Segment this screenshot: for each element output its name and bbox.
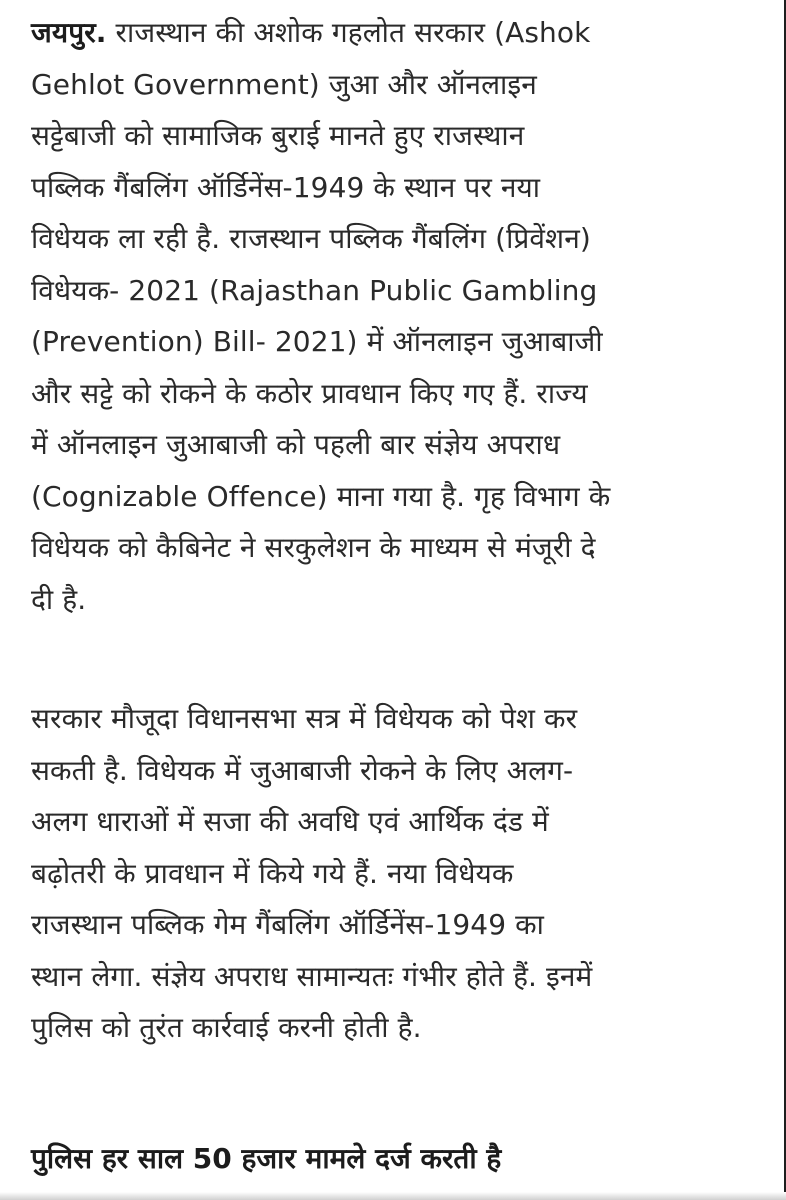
paragraph-line: पुलिस को तुरंत कार्रवाई करनी होती है. [31,1011,422,1044]
paragraph-line: (Cognizable Offence) माना गया है. गृह विभाग के [31,479,611,513]
paragraph-line: अलग धाराओं में सजा की अवधि एवं आर्थिक दंड में [31,805,549,838]
paragraph-line: विधेयक को कैबिनेट ने सरकुलेशन के माध्यम से मंजूरी दे [31,531,596,564]
paragraph-line: पब्लिक गैंबलिंग ऑर्डिनेंस-1949 के स्थान पर नया [31,170,541,204]
dateline: जयपुर. [31,16,107,49]
paragraph-line: सरकार मौजूदा विधानसभा सत्र में विधेयक को पेश कर [31,702,578,735]
paragraph-line: बढ़ोतरी के प्रावधान में किये गये हैं. नया विधेयक [31,856,514,890]
paragraph-line: विधेयक- 2021 (Rajasthan Public Gambling [31,273,598,307]
section-subheading: पुलिस हर साल 50 हजार मामले दर्ज करती है [31,1142,502,1175]
paragraph-line: विधेयक ला रही है. राजस्थान पब्लिक गैंबलिंग (प्रिवेंशन) [31,222,591,255]
article-paragraph-1 [31,7,773,625]
paragraph-line: दी है. [31,582,87,616]
bottom-edge-divider [0,1192,786,1200]
paragraph-line: सकती है. विधेयक में जुआबाजी रोकने के लिए अलग- [31,753,574,787]
paragraph-line: Gehlot Government) जुआ और ऑनलाइन [31,67,537,101]
paragraph-line: सट्टेबाजी को सामाजिक बुराई मानते हुए राजस्थान [31,119,525,152]
paragraph-line: स्थान लेगा. संज्ञेय अपराध सामान्यतः गंभीर होते हैं. इनमें [31,959,593,993]
paragraph-line-text: राजस्थान की अशोक गहलोत सरकार (Ashok [106,16,591,49]
paragraph-line: में ऑनलाइन जुआबाजी को पहली बार संज्ञेय अपराध [31,428,561,461]
paragraph-line [31,7,773,59]
paragraph-line: (Prevention) Bill- 2021) में ऑनलाइन जुआबाजी [31,325,603,358]
paragraph-line: राजस्थान पब्लिक गेम गैंबलिंग ऑर्डिनेंस-1949 का [31,908,544,941]
paragraph-line: और सट्टे को रोकने के कठोर प्रावधान किए गए हैं. राज्य [31,376,588,410]
article-paragraph-2 [31,693,773,1054]
